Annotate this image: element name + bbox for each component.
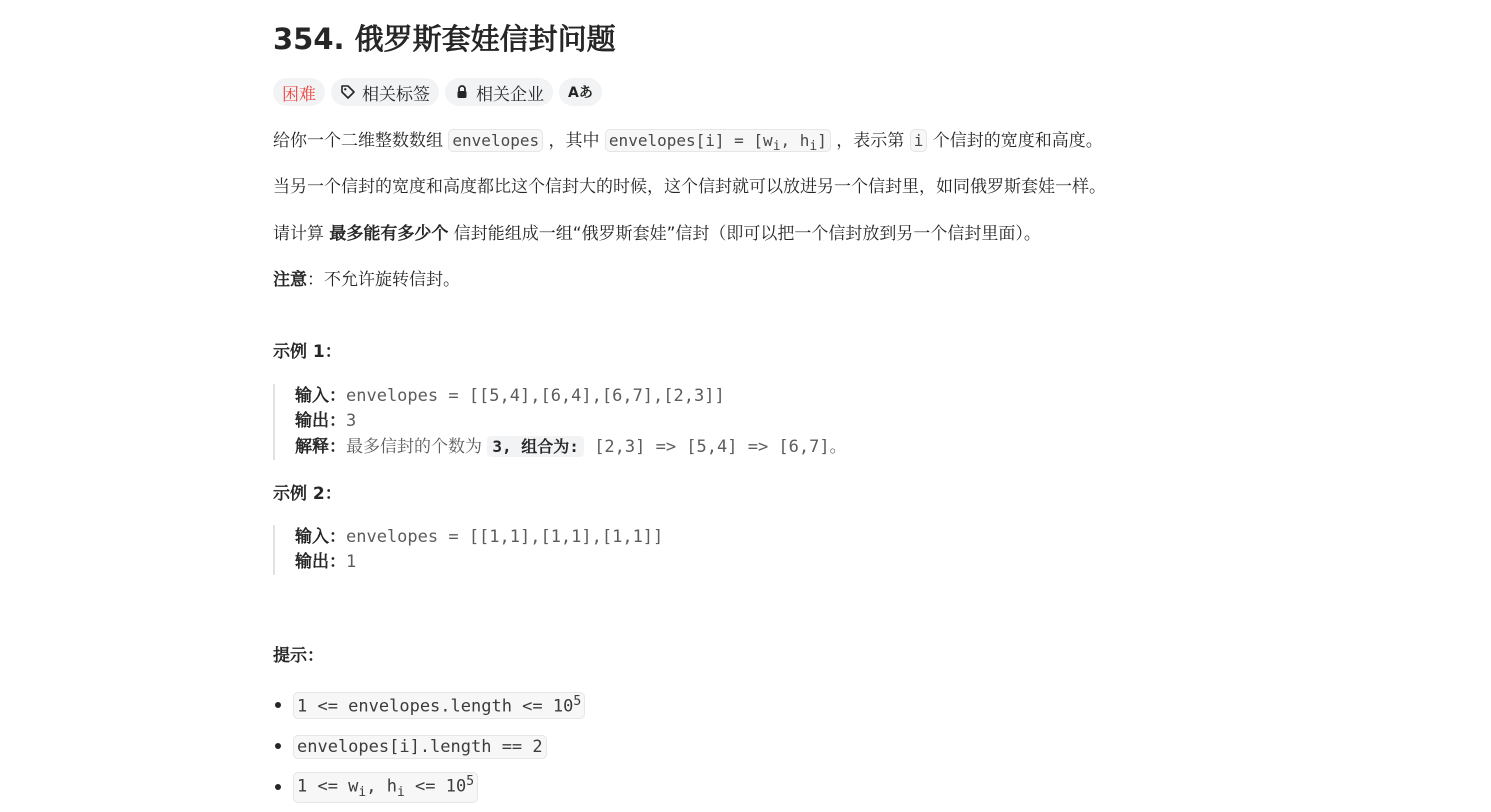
explain-label: 解释： <box>295 437 346 457</box>
desc-text: 请计算 <box>273 224 330 244</box>
code-sub: i <box>396 785 405 801</box>
explain-highlight: 3, 组合为: <box>487 436 584 457</box>
code-part: , h <box>780 131 810 150</box>
code-sub: i <box>772 139 781 155</box>
difficulty-label: 困难 <box>282 84 316 105</box>
note-label: 注意 <box>273 270 307 290</box>
description-paragraph-2: 当另一个信封的宽度和高度都比这个信封大的时候，这个信封就可以放进另一个信封里，如同俄罗斯套娃一样。 <box>273 177 1106 197</box>
example-output-line <box>295 409 847 434</box>
example-1-block <box>273 384 847 460</box>
output-value: 1 <box>346 552 357 572</box>
lock-icon <box>454 84 470 100</box>
code-part: <= 10 <box>404 777 467 798</box>
inline-code: i <box>910 129 928 152</box>
example-2-heading: 示例 2： <box>273 484 342 504</box>
problem-title[interactable]: 354. 俄罗斯套娃信封问题 <box>273 22 616 56</box>
input-label: 输入： <box>295 527 346 547</box>
code-part: envelopes[i] = [w <box>608 131 773 150</box>
note-text: ：不允许旋转信封。 <box>307 270 460 290</box>
output-label: 输出： <box>295 411 346 431</box>
constraints-list <box>273 685 585 808</box>
example-2-block <box>273 525 663 575</box>
input-value: envelopes = [[5,4],[6,4],[6,7],[2,3]] <box>346 386 725 406</box>
code-sup: 5 <box>573 694 582 710</box>
code-part: ] <box>817 131 827 150</box>
description-paragraph-1 <box>273 128 1103 160</box>
topics-tag-label: 相关标签 <box>362 84 430 105</box>
constraints-heading: 提示： <box>273 646 324 666</box>
difficulty-badge <box>273 78 325 106</box>
constraint-code <box>293 692 585 719</box>
companies-tag-button[interactable] <box>445 78 553 106</box>
code-sub: i <box>809 139 818 155</box>
desc-text: 个信封的宽度和高度。 <box>932 131 1103 151</box>
code-part: , h <box>366 777 397 798</box>
description-paragraph-3 <box>273 221 1041 247</box>
code-part: 1 <= envelopes.length <= 10 <box>297 696 574 717</box>
desc-bold: 最多能有多少个 <box>329 224 449 244</box>
example-input-line <box>295 384 847 409</box>
example-1-heading: 示例 1： <box>273 342 342 362</box>
note-paragraph <box>273 267 460 293</box>
output-value: 3 <box>346 411 357 431</box>
code-part: 1 <= w <box>297 777 359 798</box>
list-item <box>273 767 585 808</box>
constraint-code <box>293 772 478 802</box>
translate-icon: Aあ <box>568 85 593 101</box>
inline-code <box>605 129 831 155</box>
desc-text: ，表示第 <box>836 131 905 151</box>
constraint-code: envelopes[i].length == 2 <box>293 735 547 759</box>
translate-button[interactable] <box>559 78 602 106</box>
example-output-line <box>295 550 663 575</box>
companies-tag-label: 相关企业 <box>476 84 544 105</box>
desc-text: 给你一个二维整数数组 <box>273 131 443 151</box>
code-sub: i <box>358 785 367 801</box>
list-item <box>273 685 585 726</box>
example-explain-line <box>295 434 847 460</box>
output-label: 输出： <box>295 552 346 572</box>
desc-text: ，其中 <box>548 131 600 151</box>
explain-rest: [2,3] => [5,4] => [6,7]。 <box>583 437 847 457</box>
problem-tags <box>273 78 602 106</box>
input-value: envelopes = [[1,1],[1,1],[1,1]] <box>346 527 664 547</box>
topics-tag-button[interactable] <box>331 78 439 106</box>
desc-text: 信封能组成一组“俄罗斯套娃”信封（即可以把一个信封放到另一个信封里面）。 <box>448 224 1041 244</box>
tag-icon <box>340 84 356 100</box>
list-item <box>273 726 585 767</box>
explain-text: 最多信封的个数为 <box>346 437 488 457</box>
inline-code: envelopes <box>448 129 543 152</box>
example-input-line <box>295 525 663 550</box>
code-sup: 5 <box>466 774 475 790</box>
input-label: 输入： <box>295 386 346 406</box>
